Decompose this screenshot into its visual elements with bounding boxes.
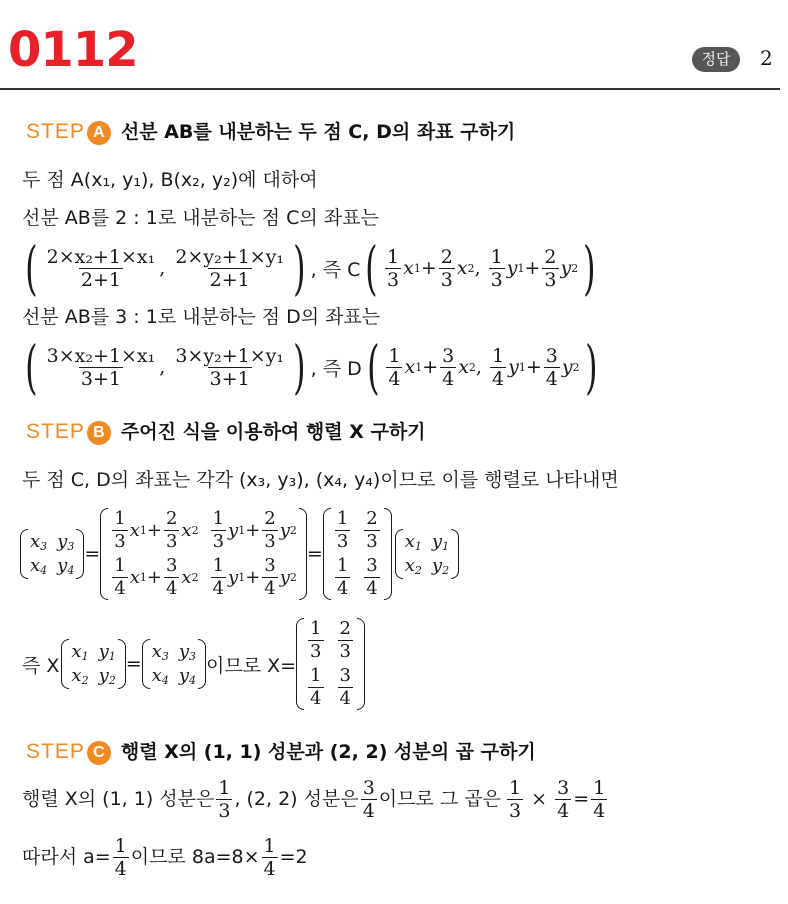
point-c-coordinates: ( $\frac{\text{2×x₂+1×x₁}}{2+1}$ , $\frac{\text{2×y₂+1×y₁}}{2+1}$ ) , 즉 C ( $\frac{1}{3}$ x 1 + $\frac{2}{3}$ x 2 , $\frac{1}{3}$ y 1 + $\frac{2}{3}$ y 2 ) <box>25 234 596 302</box>
matrix-x: $\frac{1}{3}$ $\frac{2}{3}$ $\frac{1}{4}$ $\frac{3}{4}$ <box>296 618 365 710</box>
fraction: $\frac{\text{2×x₂+1×x₁}}{2+1}$ <box>46 245 156 291</box>
step-a-line-3: 선분 AB를 3 : 1로 내분하는 점 D의 좌표는 <box>22 306 381 328</box>
step-a-line-1: 두 점 A(x₁, y₁), B(x₂, y₂)에 대하여 <box>22 169 318 191</box>
problem-number: 0112 <box>8 22 138 78</box>
c-result-label: , 즉 C <box>310 258 361 281</box>
left-paren: ( <box>25 234 38 302</box>
fraction: $\frac{\text{3×y₂+1×y₁}}{3+1}$ <box>175 344 284 390</box>
step-c-heading <box>26 737 536 767</box>
matrix-ab: $x_1$ $y_1$ $x_2$ $y_2$ <box>61 639 125 689</box>
step-title: 선분 AB를 내분하는 두 점 C, D의 좌표 구하기 <box>120 121 516 143</box>
fraction: $\frac{\text{2×y₂+1×y₁}}{2+1}$ <box>175 245 284 291</box>
step-title: 주어진 식을 이용하여 행렬 X 구하기 <box>120 421 426 443</box>
matrix-coefficients: $\frac{1}{3}$ $\frac{2}{3}$ $\frac{1}{4}$ $\frac{3}{4}$ <box>323 508 392 600</box>
step-letter-badge: A <box>87 121 111 145</box>
right-paren: ) <box>293 234 306 302</box>
step-a-heading <box>26 117 515 147</box>
conclusion-prefix: 즉 X <box>22 654 60 677</box>
matrix-expanded: $\frac{1}{3}$ x 1 + $\frac{2}{3}$ x 2 $\frac{1}{3}$ y 1 + $\frac{2}{3}$ y 2 $\frac{1}{4}$ x 1 + $\frac{3}{4}$ x 2 $\frac{1}{4}$ y 1 + $\frac{3}{4}$ y 2 <box>100 508 307 600</box>
step-letter-badge: C <box>87 741 111 765</box>
d-result-label: , 즉 D <box>310 357 362 380</box>
answer-badge: 정답 <box>692 47 740 72</box>
step-b-line-1: 두 점 C, D의 좌표는 각각 (x₃, y₃), (x₄, y₄)이므로 이를 행렬로 나타내면 <box>22 469 619 491</box>
conclusion-mid: 이므로 X= <box>206 654 297 677</box>
step-letter-badge: B <box>87 421 111 445</box>
header-divider <box>0 88 780 90</box>
step-title: 행렬 X의 (1, 1) 성분과 (2, 2) 성분의 곱 구하기 <box>120 741 536 763</box>
matrix-ab: $x_1$ $y_1$ $x_2$ $y_2$ <box>395 529 459 579</box>
matrix-cd: $x_3$ $y_3$ $x_4$ $y_4$ <box>20 529 84 579</box>
step-c-line-1: 행렬 X의 (1, 1) 성분은 $\frac{1}{3}$ , (2, 2) 성분은 $\frac{3}{4}$ 이므로 그 곱은 $\frac{1}{3}$ × $\frac{3}{4}$ = $\frac{1}{4}$ <box>22 776 606 822</box>
step-label: STEP <box>26 740 85 763</box>
point-d-coordinates: ( $\frac{\text{3×x₂+1×x₁}}{3+1}$ , $\frac{\text{3×y₂+1×y₁}}{3+1}$ ) , 즉 D ( $\frac{1}{4}$ x 1 + $\frac{3}{4}$ x 2 , $\frac{1}{4}$ y 1 + $\frac{3}{4}$ y 2 ) <box>25 333 598 401</box>
step-label: STEP <box>26 120 85 143</box>
step-c-line-2: 따라서 a= $\frac{1}{4}$ 이므로 8a=8× $\frac{1}{4}$ =2 <box>22 834 308 880</box>
fraction: $\frac{\text{3×x₂+1×x₁}}{3+1}$ <box>46 344 156 390</box>
step-a-line-2: 선분 AB를 2 : 1로 내분하는 점 C의 좌표는 <box>22 207 379 229</box>
matrix-cd: $x_3$ $y_3$ $x_4$ $y_4$ <box>142 639 206 689</box>
answer-value: 2 <box>760 46 773 70</box>
step-b-heading <box>26 417 426 447</box>
matrix-x-conclusion: 즉 X $x_1$ $y_1$ $x_2$ $y_2$ = $x_3$ $y_3$ $x_4$ $y_4$ 이므로 X= $\frac{1}{3}$ $\frac{2}{3}$ $\frac{1}{4}$ $\frac{3}{4}$ <box>22 616 365 712</box>
matrix-equation: $x_3$ $y_3$ $x_4$ $y_4$ = $\frac{1}{3}$ x 1 + $\frac{2}{3}$ x 2 $\frac{1}{3}$ y 1 + $\frac{2}{3}$ y 2 $\frac{1}{4}$ x 1 + $\frac{3}{4}$ x 2 $\frac{1}{4}$ y 1 + $\frac{3}{4}$ y 2 = $\frac{1}{3}$ $\frac{2}{3}$ $\frac{1}{4}$ $\frac{3}{4}$ $x_1$ $y_1$ $x_2$ $y_2$ <box>20 504 459 604</box>
step-label: STEP <box>26 420 85 443</box>
